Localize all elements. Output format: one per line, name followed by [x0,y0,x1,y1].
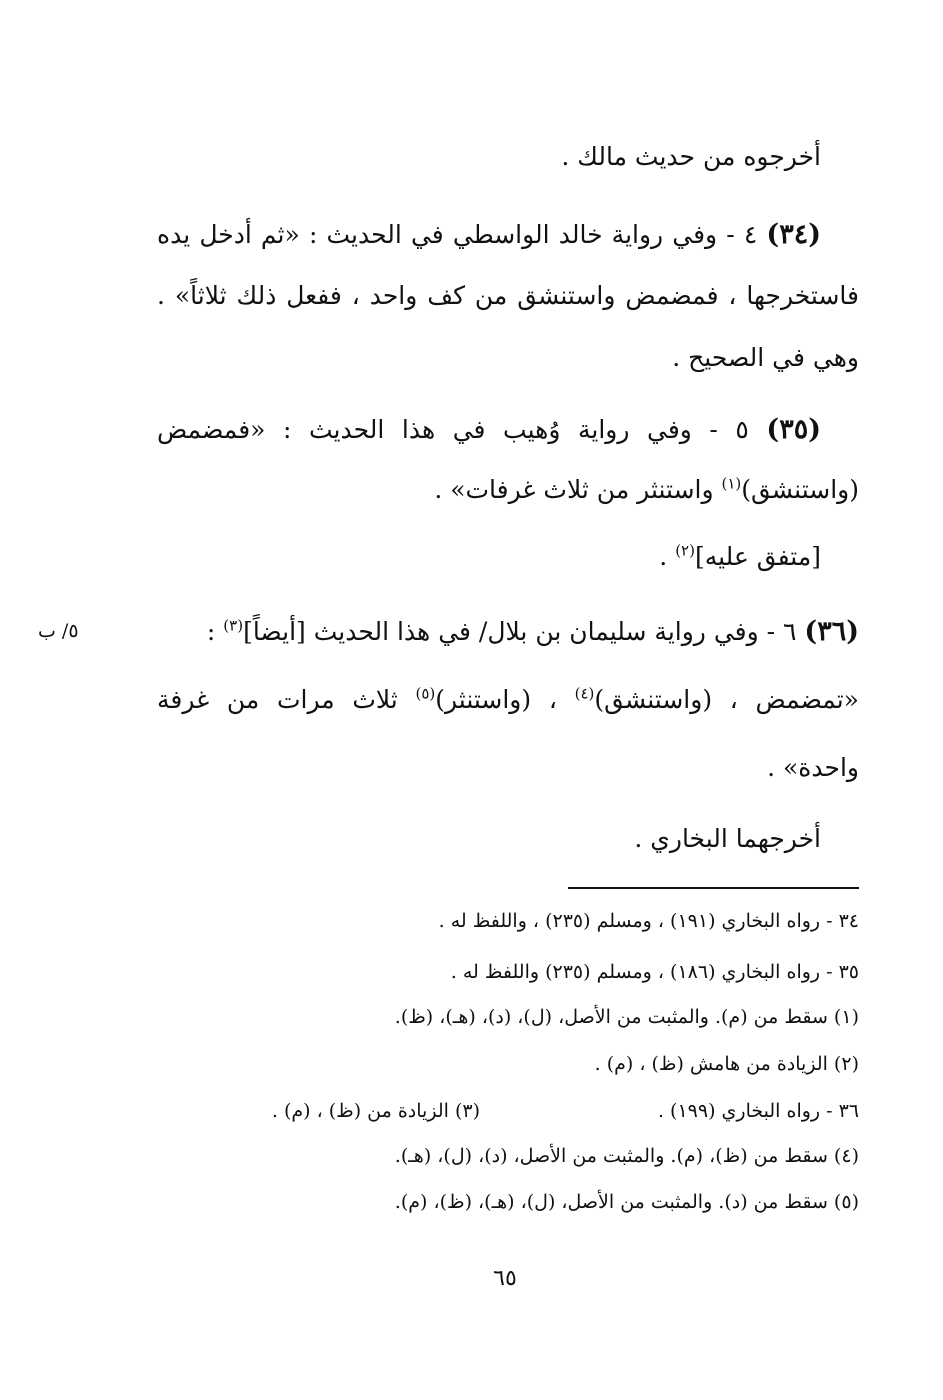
hadith-34-line2: فاستخرجها ، فمضمض واستنشق من كف واحد ، ففعل ذلك ثلاثاً» . [157,281,859,310]
footnote-ref-2[interactable]: (٢) [675,541,695,560]
footnote-ref-1[interactable]: (١) [721,474,742,493]
page-number: ٦٥ [493,1266,517,1291]
hadith-36-number: (٣٦) [804,616,859,647]
hadith-34-number: (٣٤) [766,219,821,250]
footnote-36: ٣٦ - رواه البخاري (١٩٩) . [657,1100,859,1122]
hadith-36-line2: «تمضمض ، (واستنشق)$^{(٤)}$ ، (واستنثر)$^{(٥)}$ ثلاث مرات من غرفة [157,684,859,714]
footnote-4: (٤) سقط من (ظ)، (م). والمثبت من الأصل، (د)، (ل)، (هـ). [394,1145,859,1167]
hadith-35-line3: [متفق عليه]$^{(٢)}$ . [659,541,821,571]
footnote-35: ٣٥ - رواه البخاري (١٨٦) ، ومسلم (٢٣٥) واللفظ له . [450,961,859,983]
footnote-5: (٥) سقط من (د). والمثبت من الأصل، (ل)، (هـ)، (ظ)، (م). [394,1191,859,1213]
footnote-ref-4[interactable]: (٤) [574,684,595,703]
hadith-34-line1: (٣٤) ٤ - وفي رواية خالد الواسطي في الحديث : «ثم أدخل يده [157,219,821,250]
hadith-36-line3: واحدة» . [767,753,859,782]
hadith-35-line1: (٣٥) ٥ - وفي رواية وُهيب في هذا الحديث : «فمضمض [157,414,821,445]
footnote-1: (١) سقط من (م). والمثبت من الأصل، (ل)، (د)، (هـ)، (ظ). [394,1006,859,1028]
intro-line: أخرجوه من حديث مالك . [561,142,821,171]
footnote-ref-5[interactable]: (٥) [415,684,436,703]
hadith-34-line3: وهي في الصحيح . [672,343,859,372]
footnote-divider [568,887,859,889]
manuscript-folio-note: ٥/ ب [38,620,79,642]
footnote-ref-3[interactable]: (٣) [223,616,244,635]
hadith-35-line2: (واستنشق)$^{(١)}$ واستنثر من ثلاث غرفات» . [434,474,859,504]
hadith-36-line1: (٣٦) ٦ - وفي رواية سليمان بن بلال/ في هذا الحديث [أيضاً]$^{(٣)}$ : [206,616,859,647]
footnote-34: ٣٤ - رواه البخاري (١٩١) ، ومسلم (٢٣٥) ، واللفظ له . [438,910,859,932]
hadith-35-number: (٣٥) [766,414,821,445]
footnote-2: (٢) الزيادة من هامش (ظ) ، (م) . [594,1053,859,1075]
outro-line: أخرجهما البخاري . [634,824,821,853]
footnote-3: (٣) الزيادة من (ظ) ، (م) . [271,1100,480,1122]
